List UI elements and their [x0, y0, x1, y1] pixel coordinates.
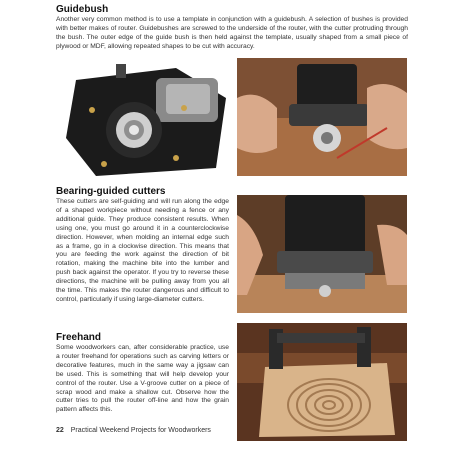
page-number: 22 — [56, 427, 64, 434]
section-heading-guidebush: Guidebush — [56, 4, 109, 15]
page-footer — [56, 427, 211, 434]
photo-bearing-guided-router — [237, 195, 407, 313]
section-body-guidebush: Another very common method is to use a template in conjunction with a guidebush. A selection of bushes is provided with better makes of router. Guidebushes are screwed to the underside of the router, with the cutter protruding through the bush. The outer edge of the guide bush is then held against the template, usually shaped from a small piece of plywood or MDF, allowing repeated shapes to be cut with accuracy. — [56, 16, 408, 50]
book-title: Practical Weekend Projects for Woodworkers — [70, 427, 211, 434]
photo-router-template-cut — [237, 58, 407, 176]
section-body-bearing: These cutters are self-guiding and will run along the edge of a shaped workpiece without needing a fence or any additional guide. They produce consistent results. When using one, you must go around it in a counterclockwise direction. However, when molding an internal edge such as a frame, go in a clockwise direction. This means that you are feeding the work against the direction of bit rotation, making the machine bite into the lumber and push back against the operator. If you try to reverse these directions, the machine will be pulling away from you all the time. This makes the router dangerous and difficult to control, particularly if using large-diameter cutters. — [56, 198, 229, 303]
photo-router-base-guidebush — [56, 58, 232, 180]
section-body-freehand: Some woodworkers can, after considerable practice, use a router freehand for operations such as carving letters or decorative features, much in the same way a jigsaw can be used. This is something that will help develop your control of the router. Use a V-groove cutter on a piece of scrap wood and make a shallow cut. Observe how the cutter tries to pull the router off-line and how the grain pattern affects this. — [56, 344, 229, 414]
section-heading-bearing: Bearing-guided cutters — [56, 186, 166, 197]
photo-freehand-spiral-groove — [237, 323, 407, 441]
section-heading-freehand: Freehand — [56, 332, 102, 343]
